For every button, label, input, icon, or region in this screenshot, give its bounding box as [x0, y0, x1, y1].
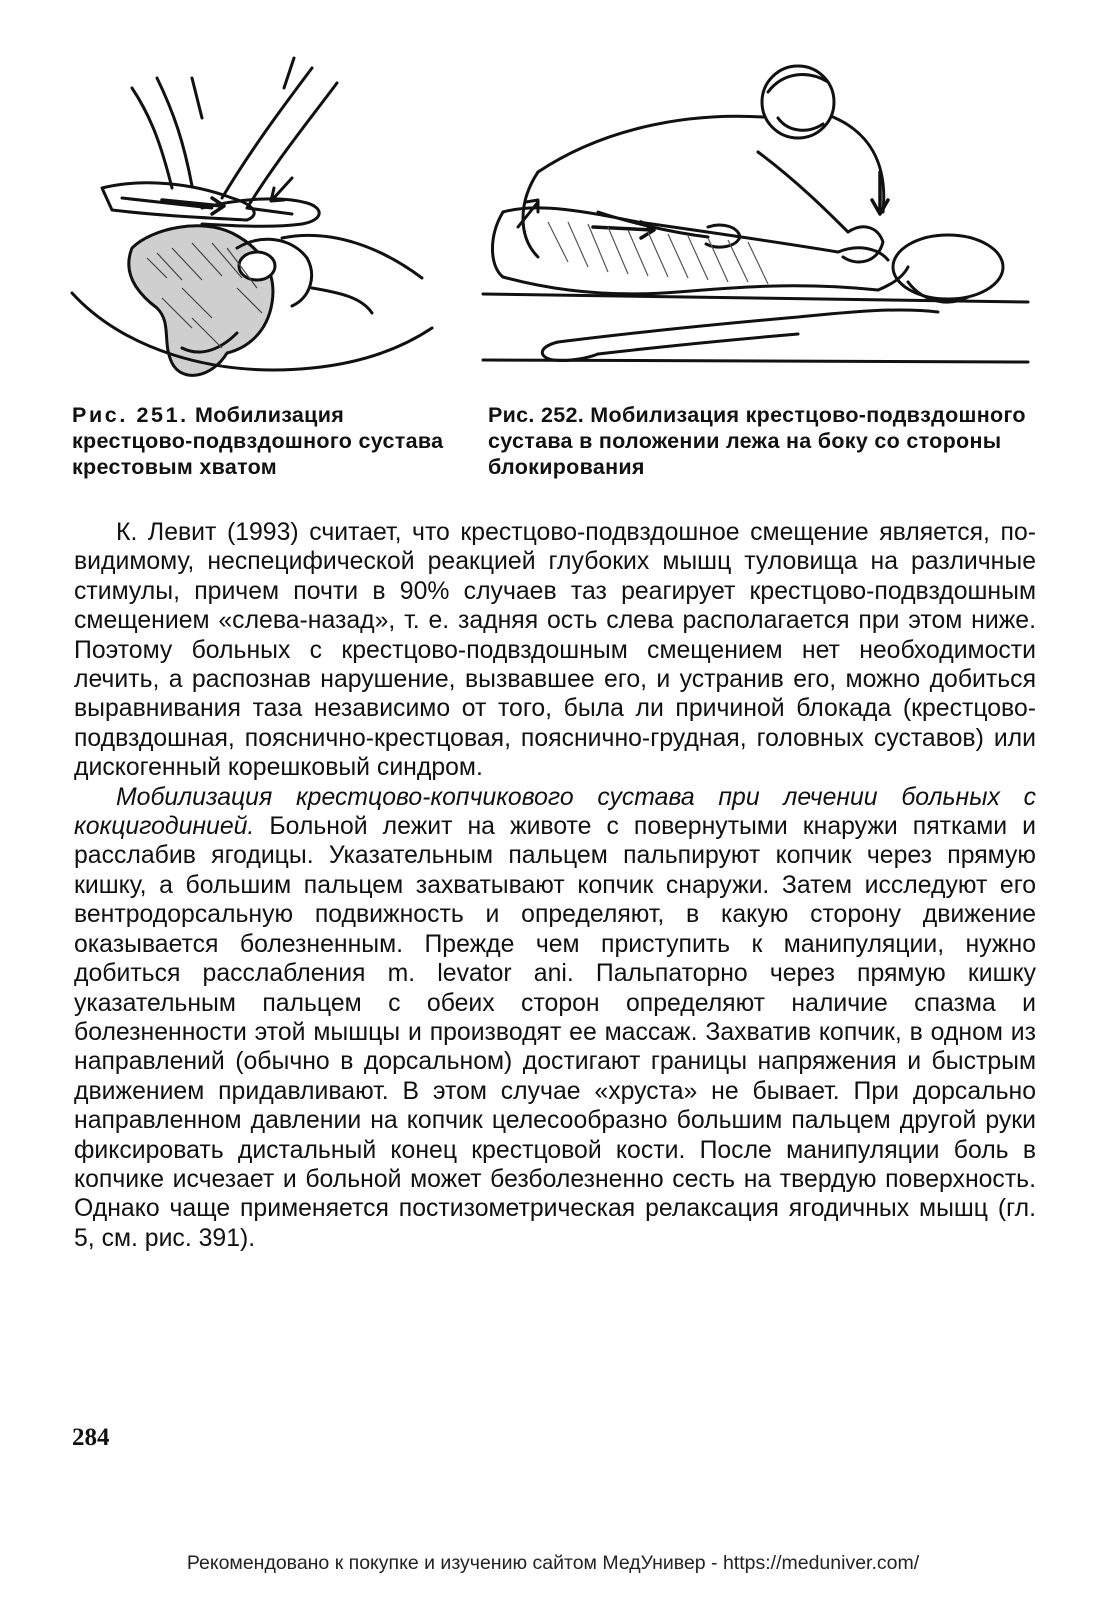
figure-251-caption: [72, 402, 452, 480]
figure-252-caption: [488, 402, 1028, 480]
figure-251-caption-label: Рис. 251.: [72, 403, 189, 427]
paragraph-2-text: Больной лежит на животе с повернутыми кнаружи пятками и расслабив ягодицы. Указательным пальцем пальпируют копчик через прямую кишку, а большим пальцем захватывают копчик снаружи. Затем исследуют его вентродорсальную подвижность и определяют, в какую сторону движение оказывается болезненным. Прежде чем приступить к манипуляции, нужно добиться расслабления m. levator ani. Пальпаторно через прямую кишку указательным пальцем с обеих сторон определяют наличие спазма и болезненности этой мышцы и производят ее массаж. Захватив копчик, в одном из направлений (обычно в дорсальном) достигают границы напряжения и быстрым движением придавливают. В этом случае «хруста» не бывает. При дорсально направленном давлении на копчик целесообразно большим пальцем другой руки фиксировать дистальный конец крестцовой кости. После манипуляции боль в копчике исчезает и больной может безболезненно сесть на твердую поверхность. Однако чаще применяется постизометрическая релаксация ягодичных мышц (гл. 5, см. рис. 391).: [74, 813, 1036, 1252]
paragraph-2: [74, 783, 1036, 1254]
figure-251-illustration: [62, 48, 442, 388]
figure-252-illustration: [478, 62, 1038, 378]
footer-note: Рекомендовано к покупке и изучению сайтом МедУнивер - https://meduniver.com/: [186, 1552, 920, 1574]
page-number: 284: [72, 1424, 110, 1451]
figure-252-caption-text: Мобилизация крестцово-подвздошного сустава в положении лежа на боку со стороны блокирования: [488, 403, 1026, 479]
figure-251-caption-text: Мобилизация крестцово-подвздошного сустава крестовым хватом: [72, 403, 444, 479]
side-lying-mobilization-drawing: [478, 62, 1038, 378]
paragraph-1: К. Левит (1993) считает, что крестцово-подвздошное смещение является, по-видимому, неспецифической реакцией глубоких мышц туловища на различные стимулы, причем почти в 90% случаев таз реагирует крестцово-подвздошным смещением «слева-назад», т. е. задняя ость слева располагается при этом ниже. Поэтому больных с крестцово-подвздошным смещением нет необходимости лечить, а распознав нарушение, вызвавшее его, и устранив его, можно добиться выравнивания таза независимо от того, была ли причиной блокада (крестцово-подвздошная, пояснично-крестцовая, пояснично-грудная, головных суставов) или дискогенный корешковый синдром.: [74, 519, 1036, 782]
pelvis-crossed-grip-drawing: [62, 48, 442, 388]
figure-252-caption-label: Рис. 252.: [488, 403, 585, 427]
body-text: [74, 518, 1036, 1253]
paragraph-2-italic-lead: Мобилизация крестцово-копчикового сустава при лечении больных с кокцигодинией.: [74, 783, 1036, 841]
